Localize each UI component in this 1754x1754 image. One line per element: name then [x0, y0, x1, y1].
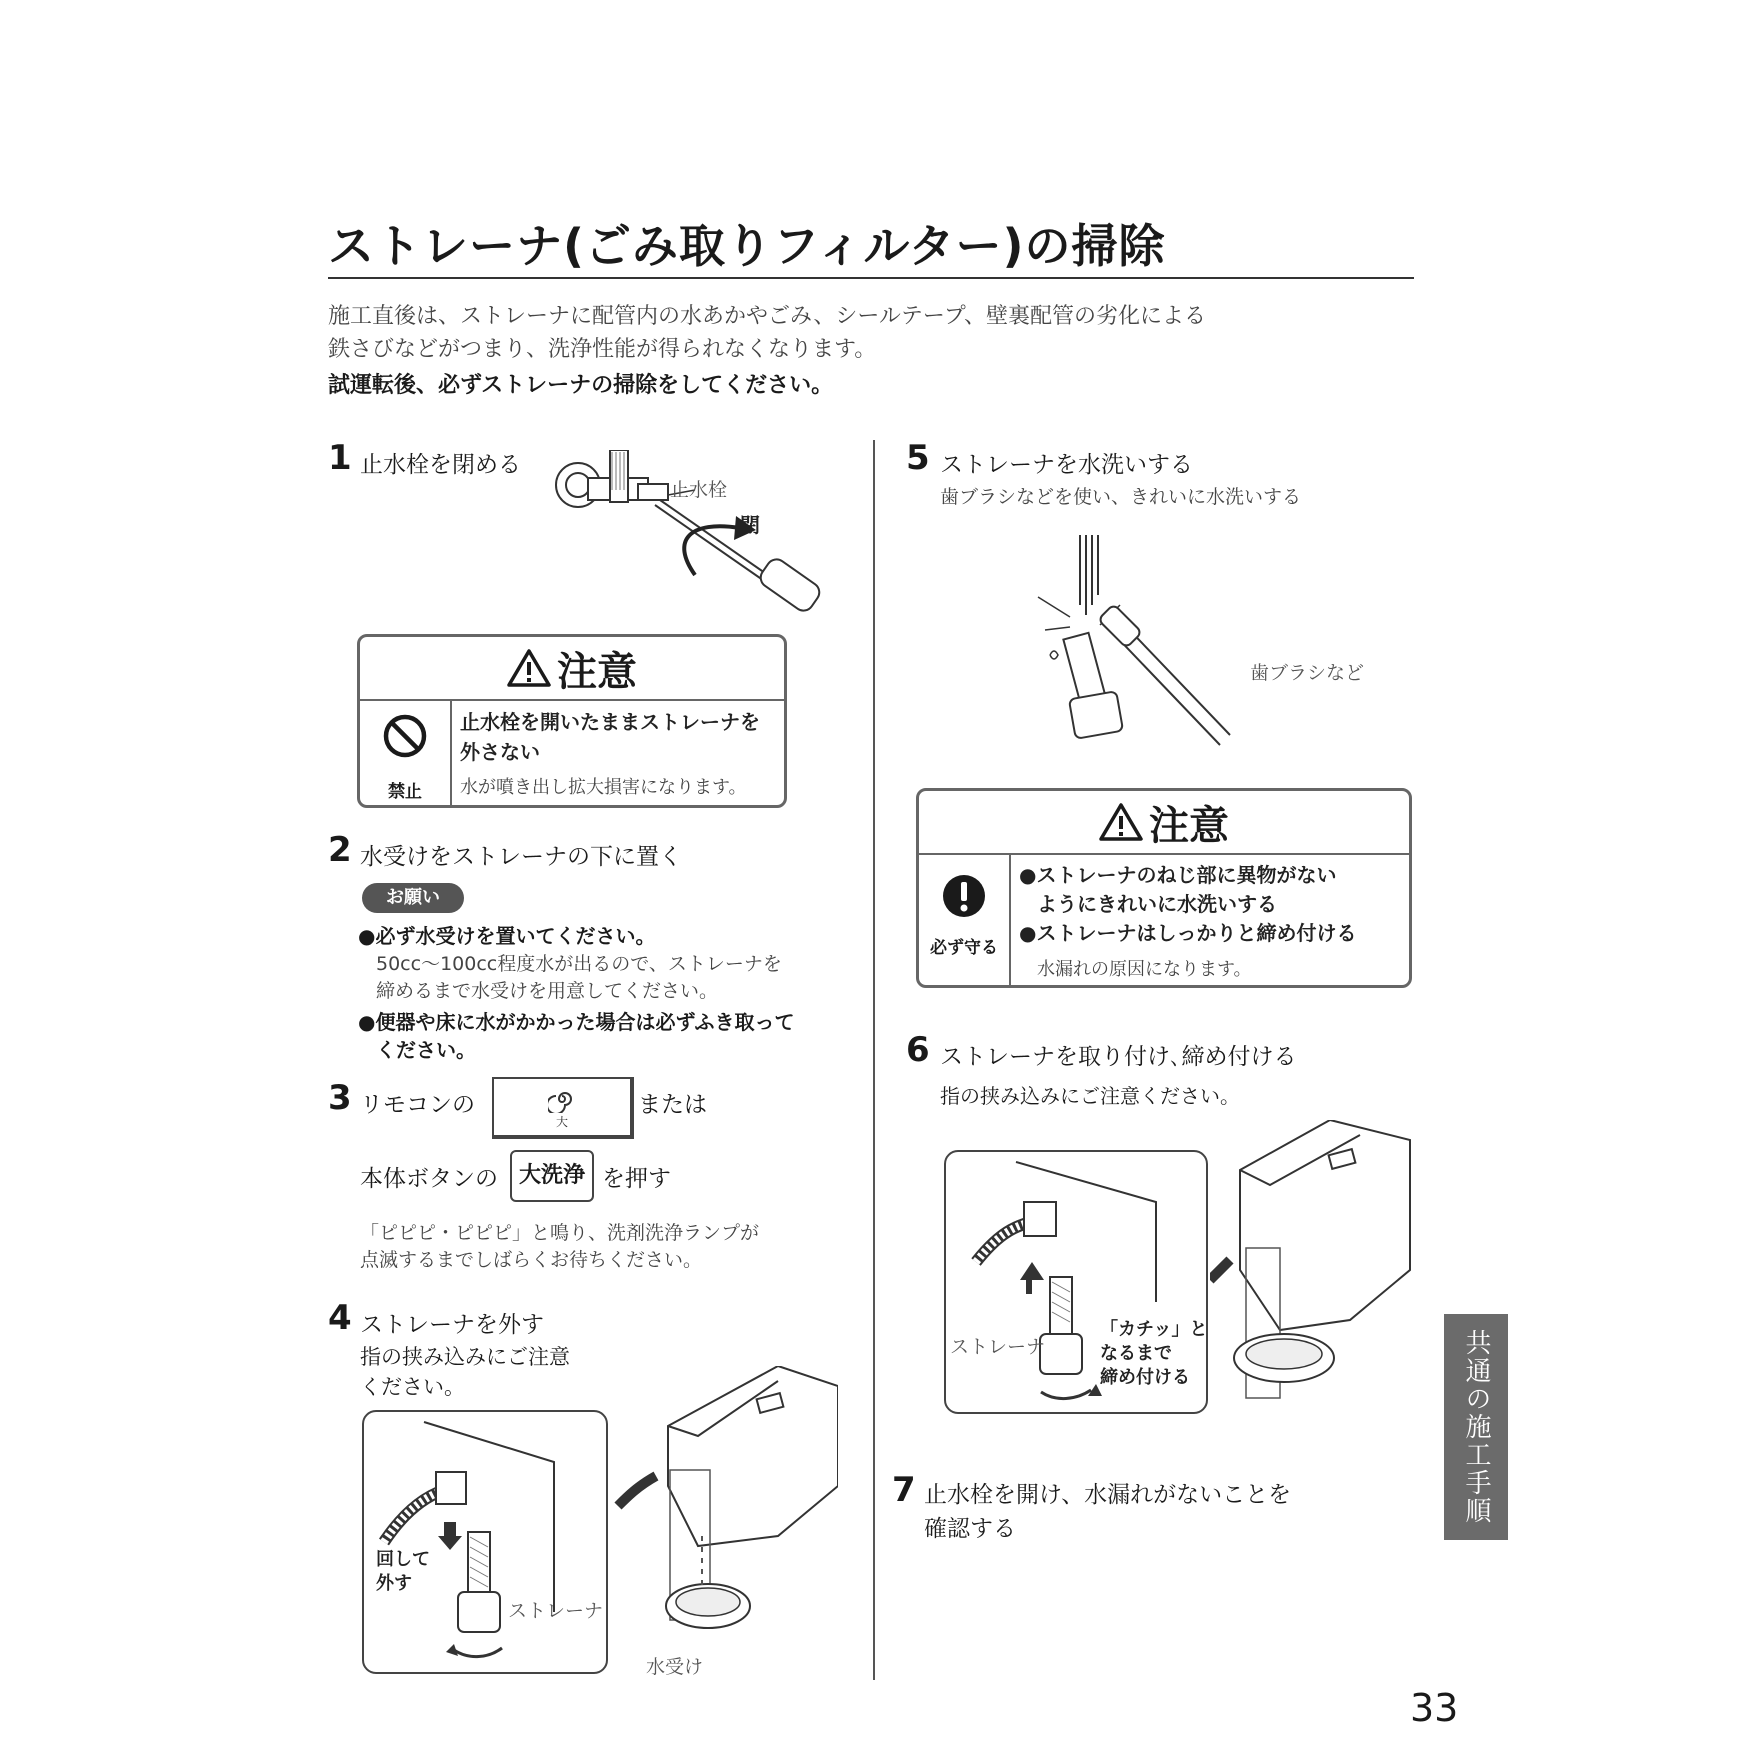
step-5-text: ストレーナを水洗いする	[940, 452, 1193, 478]
label-basin-step4: 水受け	[646, 1656, 704, 1678]
toilet-basin-illustration-step4	[608, 1366, 838, 1666]
caution-2-side-label: 必ず守る	[930, 938, 998, 958]
step-6-sub: 指の挟み込みにご注意ください。	[940, 1084, 1240, 1108]
step-7-text	[924, 1478, 1291, 1546]
warning-triangle-icon	[1099, 802, 1143, 842]
step-3-text-c: 本体ボタンの	[360, 1166, 498, 1192]
label-valve: 止水栓	[670, 479, 728, 501]
step-3-sub-1: 「ピピピ・ピピピ」と鳴り、洗剤洗浄ランプが	[360, 1222, 760, 1244]
step-2-number: 2	[328, 830, 352, 870]
caution-2-note: 水漏れの原因になります。	[1037, 959, 1252, 980]
step-4-sub-1: 指の挟み込みにご注意	[360, 1345, 570, 1369]
step-2-bullet-2b: ください。	[376, 1038, 476, 1062]
warning-triangle-icon	[507, 648, 551, 688]
step-2-sub-1	[376, 951, 782, 1005]
caution-1-bold-line-2: 外さない	[460, 740, 540, 764]
toilet-basin-illustration-step6	[1210, 1120, 1420, 1420]
step-5-number: 5	[906, 438, 930, 478]
label-click-3: 締め付ける	[1100, 1367, 1190, 1388]
step-1-number: 1	[328, 438, 352, 478]
label-click-1: 「カチッ」と	[1100, 1319, 1208, 1340]
intro-line-2: 鉄さびなどがつまり、洗浄性能が得られなくなります。	[328, 337, 877, 362]
section-side-tab: 共通の施工手順	[1444, 1314, 1508, 1540]
brushing-strainer-illustration	[1030, 535, 1260, 755]
label-turn-2: 外す	[376, 1573, 412, 1594]
label-click	[1100, 1318, 1207, 1390]
step-4-sub-2: ください。	[360, 1375, 465, 1399]
step-2-text: 水受けをストレーナの下に置く	[360, 844, 682, 870]
caution-2-bold-2: ●ストレーナはしっかりと締め付ける	[1019, 921, 1357, 945]
intro-line-1: 施工直後は、ストレーナに配管内の水あかやごみ、シールテープ、壁裏配管の劣化による	[328, 304, 1207, 329]
caution-2-bold-1a: ●ストレーナのねじ部に異物がない	[1019, 863, 1337, 887]
step-2-sub-1a: 50cc～100cc程度水が出るので、ストレーナを	[376, 953, 782, 975]
label-close: 閉	[740, 513, 760, 537]
step-2-bullet-2	[358, 1008, 794, 1064]
intro-text	[328, 300, 1206, 366]
label-turn-remove	[376, 1548, 430, 1596]
page-number: 33	[1410, 1686, 1459, 1730]
step-3-number: 3	[328, 1078, 352, 1118]
caution-1-note: 水が噴き出し拡大損害になります。	[460, 777, 747, 798]
caution-1-bold-line-1: 止水栓を開いたままストレーナを	[460, 710, 760, 734]
step-3-text-a: リモコンの	[360, 1092, 475, 1118]
label-brush: 歯ブラシなど	[1250, 662, 1365, 684]
caution-2-bold	[1019, 861, 1356, 948]
step-6-text: ストレーナを取り付け､締め付ける	[940, 1044, 1297, 1070]
step-4-text: ストレーナを外す	[360, 1312, 544, 1338]
step-2-bullet-1: ●必ず水受けを置いてください。	[358, 924, 656, 948]
step-4-number: 4	[328, 1298, 352, 1338]
caution-box-2	[916, 788, 1412, 988]
title-divider	[328, 277, 1414, 279]
intro-bold: 試運転後、必ずストレーナの掃除をしてください。	[328, 373, 834, 398]
label-turn-1: 回して	[376, 1549, 430, 1570]
step-7-number: 7	[892, 1470, 916, 1510]
step-2-sub-1b: 締めるまで水受けを用意してください。	[376, 980, 719, 1002]
step-5-sub: 歯ブラシなどを使い、きれいに水洗いする	[940, 486, 1302, 508]
step-6-number: 6	[906, 1030, 930, 1070]
step-4-sub	[360, 1342, 570, 1402]
remote-button-label: 大	[555, 1115, 568, 1129]
prohibited-icon	[382, 713, 428, 759]
label-strainer-step4: ストレーナ	[508, 1600, 604, 1622]
step-1-text: 止水栓を閉める	[360, 452, 521, 478]
mandatory-exclamation-icon	[941, 873, 987, 919]
strainer-removal-illustration	[364, 1412, 606, 1672]
step-2-bullet-2a: ●便器や床に水がかかった場合は必ずふき取って	[358, 1010, 795, 1034]
request-badge: お願い	[362, 883, 464, 913]
page-title: ストレーナ(ごみ取りフィルター)の掃除	[328, 219, 1166, 273]
caution-1-header	[360, 637, 784, 701]
caution-1-side	[360, 699, 452, 805]
caution-1-title: 注意	[557, 648, 637, 695]
swirl-icon	[548, 1085, 576, 1113]
caution-box-1	[357, 634, 787, 808]
column-divider	[873, 440, 875, 1680]
step-7-text-2: 確認する	[924, 1516, 1016, 1542]
caution-1-bold	[460, 707, 760, 767]
step-7-text-1: 止水栓を開け、水漏れがないことを	[924, 1482, 1292, 1508]
label-click-2: なるまで	[1100, 1343, 1172, 1364]
caution-2-side	[919, 853, 1011, 985]
step-3-sub-2: 点滅するまでしばらくお待ちください。	[360, 1249, 703, 1271]
body-large-flush-button[interactable]: 大洗浄	[510, 1150, 594, 1202]
caution-2-bold-1b: ようにきれいに水洗いする	[1037, 892, 1277, 916]
label-strainer-step6: ストレーナ	[950, 1336, 1046, 1358]
step-3-text-b: または	[638, 1092, 707, 1118]
caution-2-title: 注意	[1149, 802, 1229, 849]
caution-1-side-label: 禁止	[388, 782, 422, 802]
remote-large-flush-button[interactable]	[492, 1077, 634, 1139]
step-3-text-d: を押す	[602, 1166, 671, 1192]
step-4-inset	[362, 1410, 608, 1674]
caution-2-header	[919, 791, 1409, 855]
step-3-sub	[360, 1220, 759, 1274]
